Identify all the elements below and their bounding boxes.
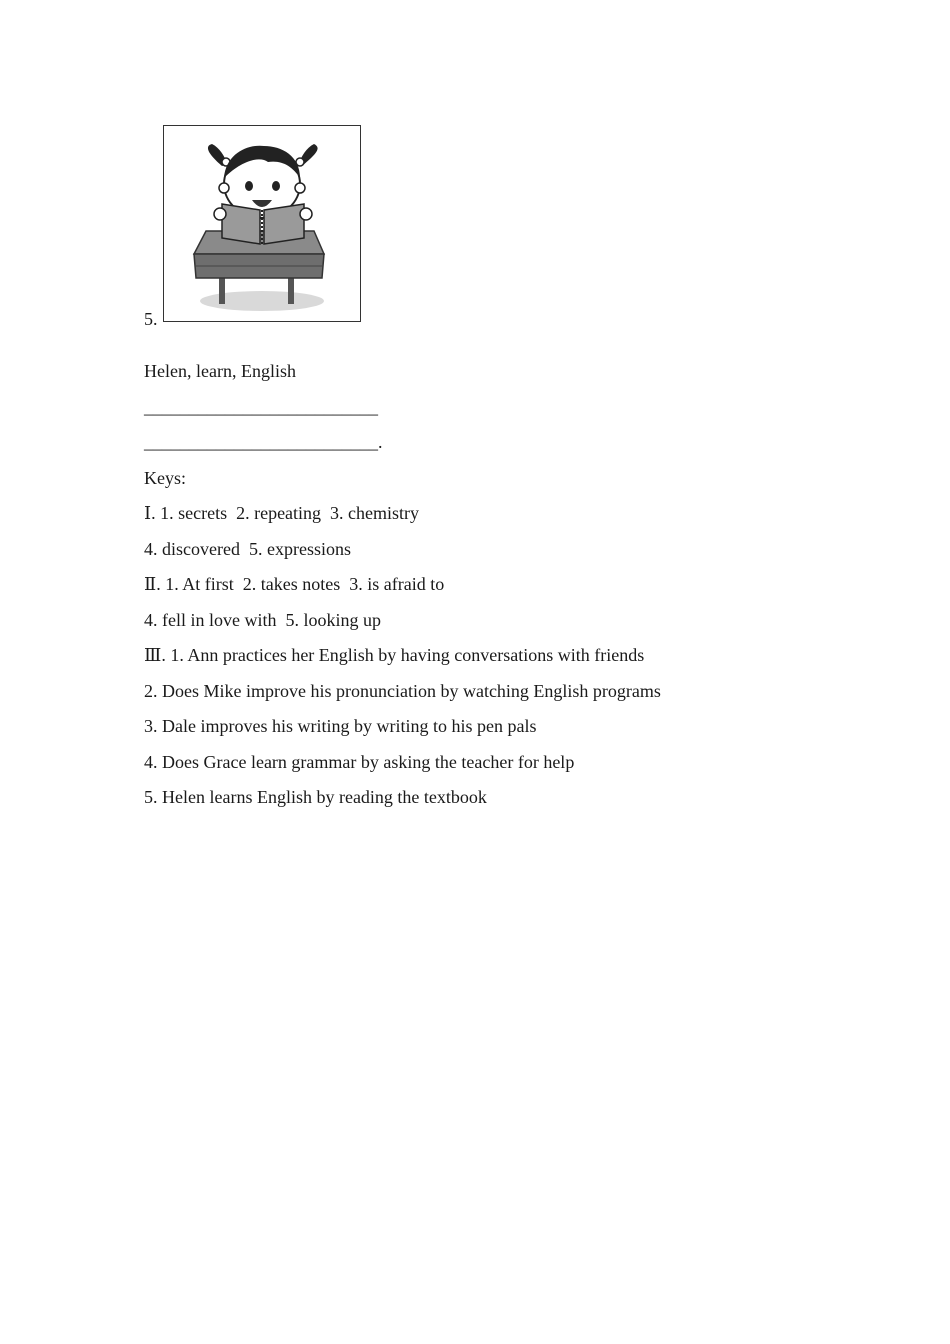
girl-reading-at-desk-icon [163, 125, 361, 322]
key-line: 4. fell in love with 5. looking up [144, 610, 381, 630]
question-number: 5. [144, 309, 158, 329]
question-prompt: Helen, learn, English [144, 361, 296, 381]
answer-blank-2[interactable]: __________________________. [144, 432, 383, 452]
answer-blank-1[interactable]: __________________________ [144, 397, 378, 417]
key-line: 5. Helen learns English by reading the textbook [144, 787, 487, 807]
key-line: 4. Does Grace learn grammar by asking the teacher for help [144, 752, 575, 772]
key-line: 4. discovered 5. expressions [144, 539, 351, 559]
key-line: Ⅱ. 1. At first 2. takes notes 3. is afraid to [144, 574, 445, 594]
key-line: Ⅲ. 1. Ann practices her English by having conversations with friends [144, 645, 645, 665]
key-line: Ⅰ. 1. secrets 2. repeating 3. chemistry [144, 503, 420, 523]
key-line: 2. Does Mike improve his pronunciation by watching English programs [144, 681, 661, 701]
keys-heading: Keys: [144, 468, 186, 488]
key-line: 3. Dale improves his writing by writing to his pen pals [144, 716, 537, 736]
